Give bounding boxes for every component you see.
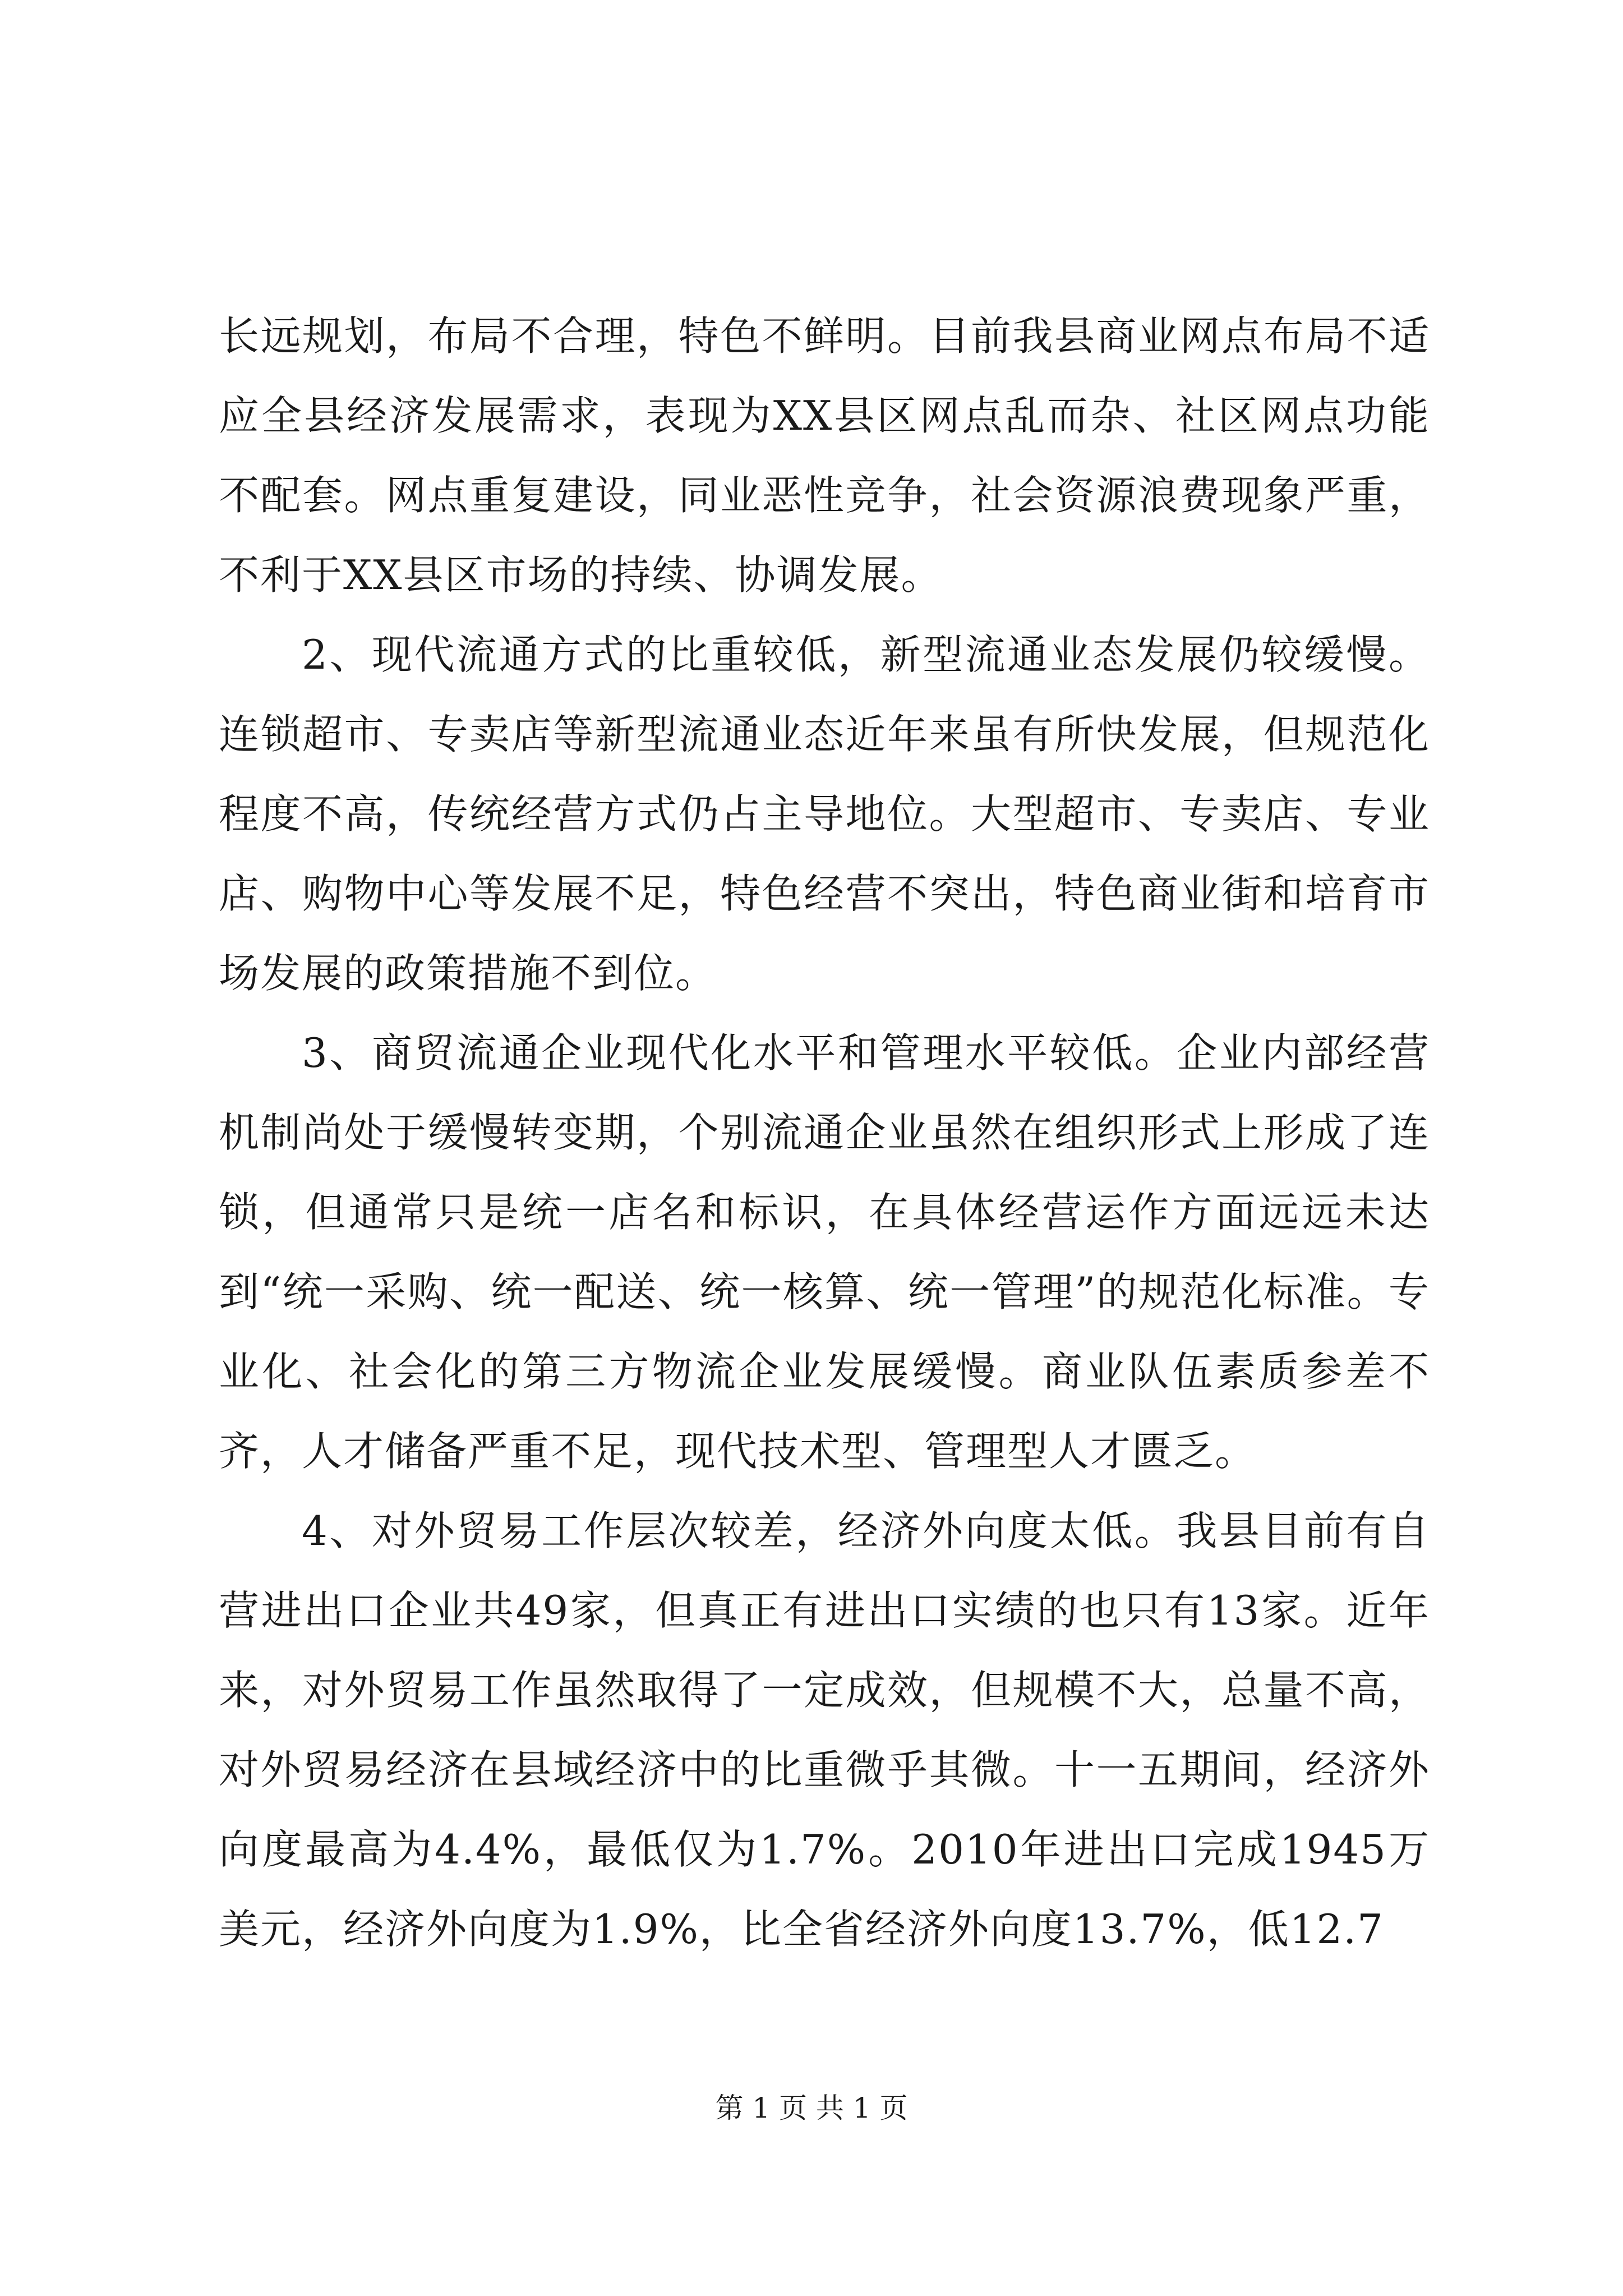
paragraph-2: 2、现代流通方式的比重较低，新型流通业态发展仍较缓慢。连锁超市、专卖店等新型流通业态近年来虽有所快发展，但规范化程度不高，传统经营方式仍占主导地位。大型超市、专卖店、专业店、购物中心等发展不足，特色经营不突出，特色商业街和培育市场发展的政策措施不到位。 [219, 631, 1430, 997]
page-footer: 第 1 页 共 1 页 [715, 2092, 908, 2124]
paragraph-1: 长远规划，布局不合理，特色不鲜明。目前我县商业网点布局不适应全县经济发展需求，表现为XX县区网点乱而杂、社区网点功能不配套。网点重复建设，同业恶性竞争，社会资源浪费现象严重，不利于XX县区市场的持续、协调发展。 [219, 312, 1430, 599]
document-body [219, 296, 1430, 1969]
paragraph-3: 3、商贸流通企业现代化水平和管理水平较低。企业内部经营机制尚处于缓慢转变期，个别流通企业虽然在组织形式上形成了连锁，但通常只是统一店名和标识，在具体经营运作方面远远未达到“统一采购、统一配送、统一核算、统一管理”的规范化标准。专业化、社会化的第三方物流企业发展缓慢。商业队伍素质参差不齐，人才储备严重不足，现代技术型、管理型人才匮乏。 [219, 1029, 1430, 1475]
paragraph-4: 4、对外贸易工作层次较差，经济外向度太低。我县目前有自营进出口企业共49家，但真正有进出口实绩的也只有13家。近年来，对外贸易工作虽然取得了一定成效，但规模不大，总量不高，对外贸易经济在县域经济中的比重微乎其微。十一五期间，经济外向度最高为4.4%，最低仅为1.7%。2010年进出口完成1945万美元，经济外向度为1.9%，比全省经济外向度13.7%，低12.7 [219, 1507, 1430, 1953]
